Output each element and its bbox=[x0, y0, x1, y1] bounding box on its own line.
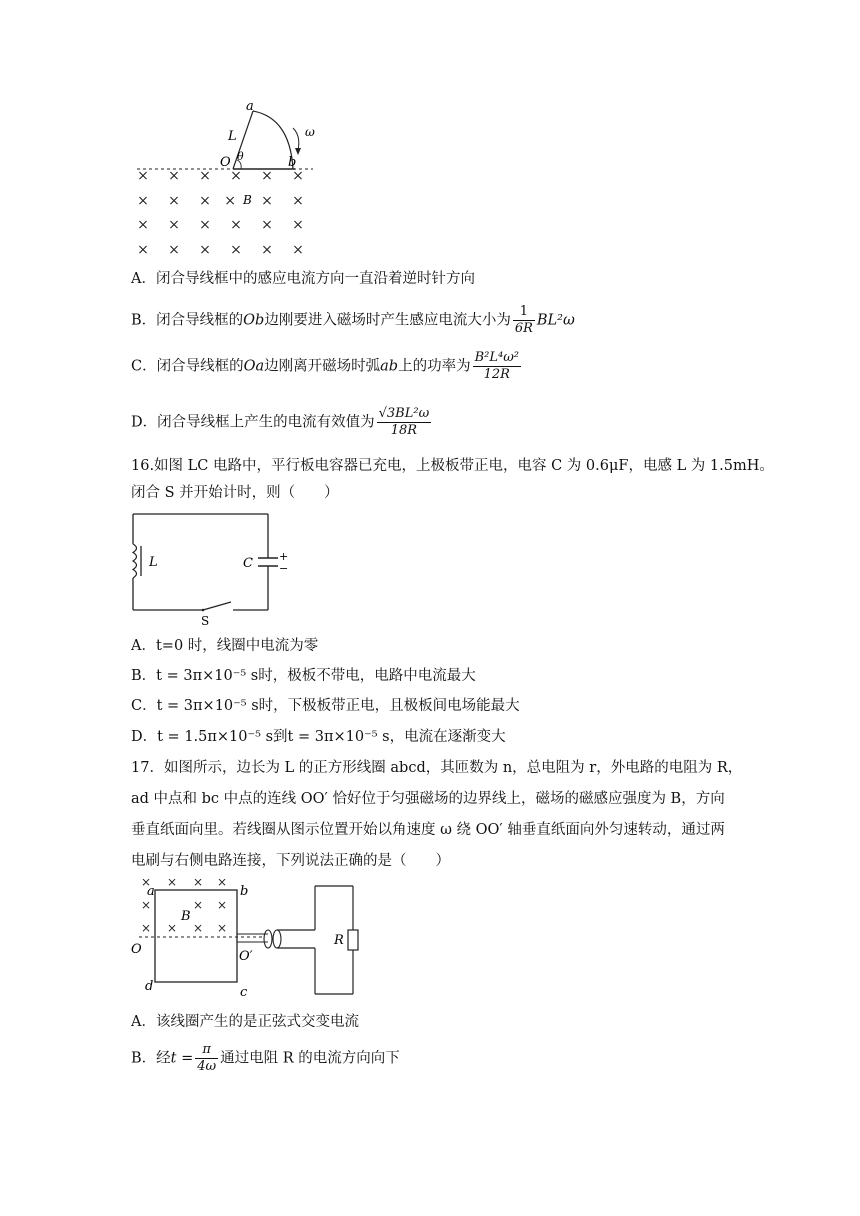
q15-option-b: B．闭合导线框的Ob边刚要进入磁场时产生感应电流大小为 $\frac{1}{6R}$ BL²ω bbox=[131, 304, 575, 336]
field-cross-icon: × bbox=[140, 875, 152, 889]
label-L: L bbox=[228, 129, 237, 144]
field-cross-icon: × bbox=[140, 898, 152, 912]
slip-ring-1 bbox=[264, 930, 272, 948]
inductor-coil-icon bbox=[133, 544, 137, 578]
field-cross-icon: × bbox=[224, 193, 236, 209]
label-B: B bbox=[181, 909, 191, 924]
label-R: R bbox=[334, 933, 344, 948]
slip-ring-2 bbox=[273, 930, 281, 948]
q17-stem-line4: 电刷与右侧电路连接，下列说法正确的是（ ） bbox=[131, 853, 450, 869]
q16-stem-line2: 闭合 S 并开始计时，则（ ） bbox=[131, 485, 339, 501]
field-cross-icon: × bbox=[168, 168, 180, 184]
field-cross-icon: × bbox=[137, 217, 149, 233]
q17-stem-line1: 17．如图所示，边长为 L 的正方形线圈 abcd，其匝数为 n，总电阻为 r，外电路的电阻为 R， bbox=[131, 760, 743, 776]
field-cross-icon: × bbox=[261, 168, 273, 184]
field-cross-icon: × bbox=[168, 217, 180, 233]
q17-stem-line3: 垂直纸面向里。若线圈从图示位置开始以角速度 ω 绕 OO′ 轴垂直纸面向外匀速转动，通过两 bbox=[131, 822, 725, 838]
field-cross-icon: × bbox=[137, 193, 149, 209]
field-cross-icon: × bbox=[199, 193, 211, 209]
q15-option-a: A．闭合导线框中的感应电流方向一直沿着逆时针方向 bbox=[131, 271, 475, 287]
field-cross-icon: × bbox=[292, 193, 304, 209]
label-theta: θ bbox=[237, 150, 244, 163]
field-cross-icon: × bbox=[292, 242, 304, 258]
arc-ab bbox=[253, 111, 293, 169]
field-cross-icon: × bbox=[216, 875, 228, 889]
field-cross-icon: × bbox=[292, 168, 304, 184]
figure-q17-coil-generator bbox=[125, 872, 370, 1002]
field-cross-icon: × bbox=[230, 217, 242, 233]
field-cross-icon: × bbox=[216, 921, 228, 935]
field-cross-icon: × bbox=[230, 242, 242, 258]
field-cross-icon: × bbox=[192, 898, 204, 912]
field-cross-icon: × bbox=[199, 168, 211, 184]
q15-option-c: C．闭合导线框的Oa边刚离开磁场时弧ab上的功率为 $\frac{\text{B²L⁴ω²}}{12R}$ bbox=[131, 350, 520, 382]
figure-q16-lc-circuit bbox=[125, 508, 290, 626]
q16-option-b: B．t = 3π×10⁻⁵ s时，极板不带电，电路中电流最大 bbox=[131, 668, 476, 684]
field-cross-icon: × bbox=[292, 217, 304, 233]
label-omega: ω bbox=[305, 125, 315, 139]
label-C: C bbox=[243, 556, 253, 571]
label-minus: − bbox=[279, 562, 289, 575]
q15-option-d: D．闭合导线框上产生的电流有效值为 $\frac{\text{√3BL²ω}}{18R}$ bbox=[131, 406, 430, 438]
q17-option-a: A．该线圈产生的是正弦式交变电流 bbox=[131, 1014, 359, 1030]
q16-option-a: A．t=0 时，线圈中电流为零 bbox=[131, 638, 319, 654]
label-S: S bbox=[201, 614, 210, 626]
q17-option-b: B．经t = $\frac{\pi}{4\omega}$ 通过电阻 R 的电流方向向下 bbox=[131, 1042, 400, 1074]
label-O-prime: O′ bbox=[239, 949, 253, 964]
field-cross-icon: × bbox=[137, 242, 149, 258]
field-cross-icon: × bbox=[192, 921, 204, 935]
field-cross-icon: × bbox=[168, 242, 180, 258]
field-crosses bbox=[137, 168, 304, 258]
field-cross-icon: × bbox=[192, 875, 204, 889]
label-O: O bbox=[220, 155, 231, 170]
label-a: a bbox=[147, 884, 155, 899]
label-b: b bbox=[240, 884, 249, 899]
field-cross-icon: × bbox=[166, 921, 178, 935]
figure-q15-sector-in-field bbox=[125, 98, 325, 260]
field-cross-icon: × bbox=[230, 168, 242, 184]
field-cross-icon: × bbox=[199, 242, 211, 258]
field-cross-icon: × bbox=[166, 875, 178, 889]
label-B: B bbox=[243, 193, 252, 207]
field-cross-icon: × bbox=[261, 193, 273, 209]
label-O: O bbox=[131, 942, 142, 957]
label-a: a bbox=[246, 99, 254, 114]
label-b: b bbox=[288, 155, 297, 170]
resistor-r bbox=[348, 930, 358, 950]
label-L: L bbox=[149, 555, 158, 570]
label-d: d bbox=[145, 979, 154, 994]
rotation-arrow-icon bbox=[293, 128, 299, 150]
field-cross-icon: × bbox=[199, 217, 211, 233]
field-cross-icon: × bbox=[261, 217, 273, 233]
field-cross-icon: × bbox=[261, 242, 273, 258]
q16-option-c: C．t = 3π×10⁻⁵ s时，下极板带正电，且极板间电场能最大 bbox=[131, 698, 520, 714]
field-cross-icon: × bbox=[168, 193, 180, 209]
q16-option-d: D．t = 1.5π×10⁻⁵ s到t = 3π×10⁻⁵ s，电流在逐渐变大 bbox=[131, 729, 506, 745]
label-plus: + bbox=[279, 550, 289, 563]
label-c: c bbox=[240, 985, 248, 1000]
field-cross-icon: × bbox=[216, 898, 228, 912]
field-cross-icon: × bbox=[140, 921, 152, 935]
field-cross-icon: × bbox=[137, 168, 149, 184]
switch-blade bbox=[203, 602, 231, 610]
q17-stem-line2: ad 中点和 bc 中点的连线 OO′ 恰好位于匀强磁场的边界线上，磁场的磁感应强度为 B，方向 bbox=[131, 791, 725, 807]
q16-stem-line1: 16.如图 LC 电路中，平行板电容器已充电，上极板带正电，电容 C 为 0.6μF，电感 L 为 1.5mH。 bbox=[131, 458, 774, 474]
